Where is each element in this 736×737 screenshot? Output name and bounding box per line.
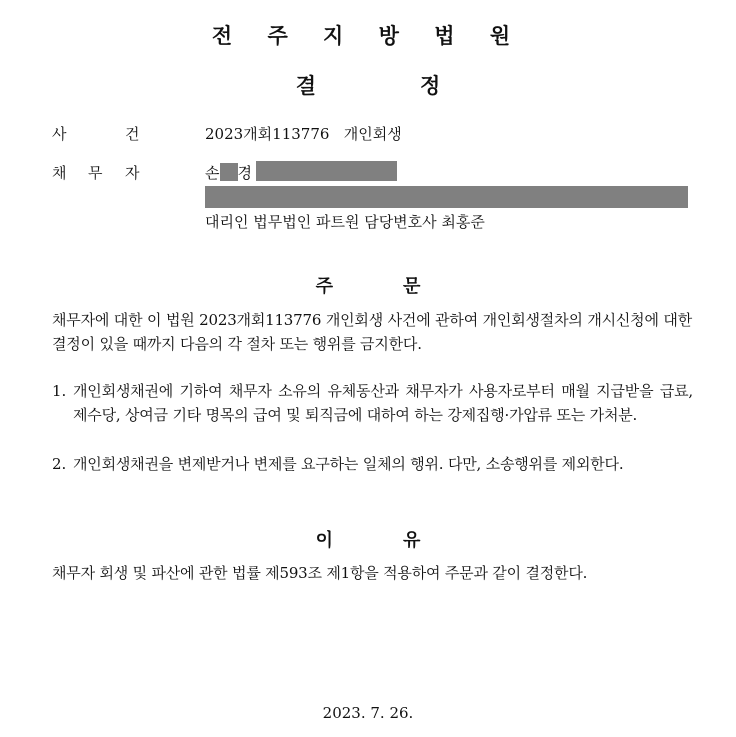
document-title	[0, 70, 736, 100]
order-item-text: 개인회생채권을 변제받거나 변제를 요구하는 일체의 행위. 다만, 소송행위를 제외한다.	[73, 455, 624, 473]
debtor-agent: 대리인 법무법인 파트원 담당변호사 최홍준	[205, 213, 485, 231]
debtor-name-last: 경	[237, 164, 252, 182]
redaction-block	[256, 161, 397, 181]
redaction-block	[205, 186, 688, 208]
debtor-name	[205, 162, 252, 183]
reason-text: 채무자 회생 및 파산에 관한 법률 제593조 제1항을 적용하여 주문과 같이 결정한다.	[52, 564, 588, 582]
reason-heading: 이 유	[315, 530, 421, 551]
order-heading: 주 문	[315, 276, 421, 297]
order-intro: 채무자에 대한 이 법원 2023개회113776 개인회생 사건에 관하여 개인회생절차의 개시신청에 대한 결정이 있을 때까지 다음의 각 절차 또는 행위를 금지한다.	[52, 311, 692, 353]
court-name: 전 주 지 방 법 원	[211, 24, 525, 48]
case-number: 2023개회113776 개인회생	[205, 125, 402, 143]
debtor-name-first: 손	[205, 164, 220, 182]
title-char-left: 결	[295, 74, 316, 98]
title-char-right: 정	[420, 74, 441, 98]
order-item-number: 1.	[52, 382, 67, 400]
order-item-text: 개인회생채권에 기하여 채무자 소유의 유체동산과 채무자가 사용자로부터 매월 지급받을 급료, 제수당, 상여금 기타 명목의 급여 및 퇴직금에 대하여 하는 강제집행·가압류 또는 가처분.	[73, 382, 693, 424]
redaction-block	[220, 163, 238, 181]
decision-date: 2023. 7. 26.	[322, 704, 414, 722]
order-item-number: 2.	[52, 455, 67, 473]
